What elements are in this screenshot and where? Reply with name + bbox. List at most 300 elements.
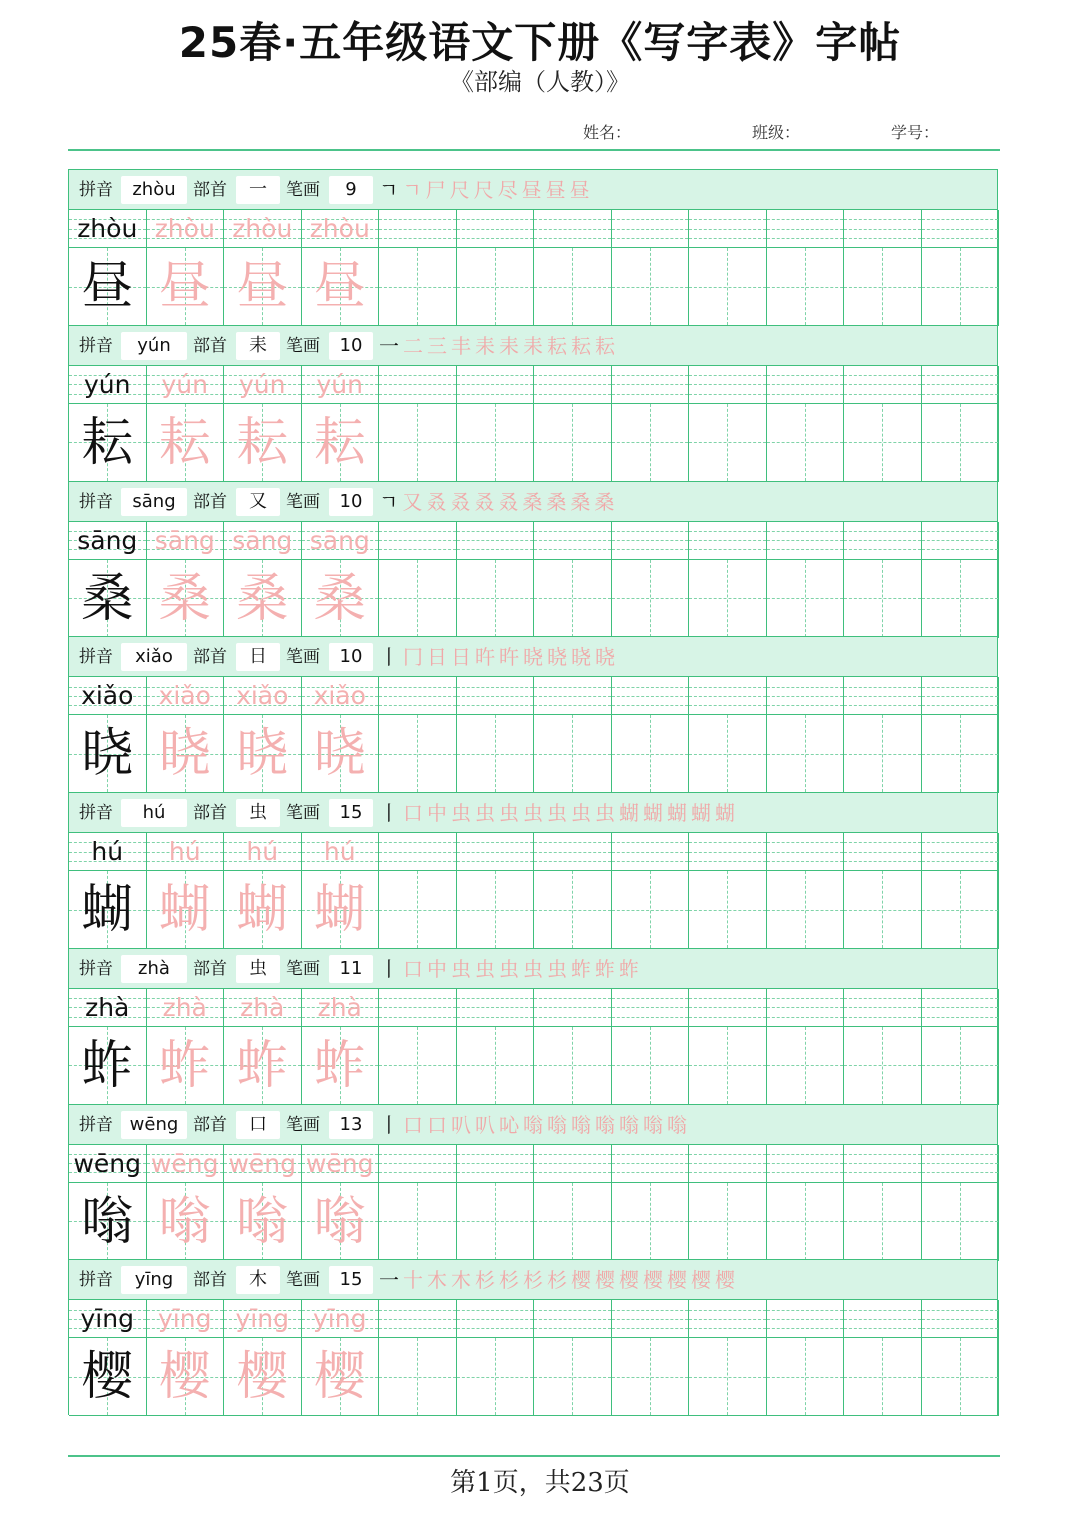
guide-line <box>844 1328 921 1329</box>
pinyin-cell[interactable] <box>612 522 690 560</box>
guide-line <box>457 549 534 550</box>
pinyin-value: yīng <box>121 1266 187 1294</box>
radical-value: 口 <box>236 1111 280 1139</box>
stroke-order-sequence <box>379 482 618 522</box>
pinyin-practice-row <box>69 210 999 248</box>
pinyin-cell[interactable] <box>689 210 767 248</box>
guide-line <box>534 861 611 862</box>
radical-label: 部首 <box>193 647 227 668</box>
guide-line <box>689 861 766 862</box>
guide-line <box>379 1328 456 1329</box>
hanzi-cell[interactable] <box>457 871 535 949</box>
hanzi-cell[interactable] <box>689 248 767 326</box>
guide-line <box>844 705 921 706</box>
pinyin-trace: zhòu <box>309 214 370 243</box>
hanzi-cell[interactable] <box>689 1183 767 1261</box>
hanzi-cell <box>69 1183 147 1261</box>
pinyin-cell[interactable] <box>379 522 457 560</box>
writing-grid <box>68 832 998 948</box>
pinyin-cell[interactable] <box>844 522 922 560</box>
guide-line <box>572 1027 573 1104</box>
hanzi-cell[interactable] <box>457 1338 535 1416</box>
pinyin-cell[interactable] <box>767 833 845 871</box>
hanzi-cell[interactable] <box>844 1183 922 1261</box>
pinyin-cell[interactable] <box>612 1300 690 1338</box>
guide-line <box>612 1154 689 1155</box>
stroke-count-label: 笔画 <box>286 1114 320 1135</box>
stroke-count-label: 笔画 <box>286 180 320 200</box>
stroke-order-sequence <box>379 949 643 989</box>
guide-line <box>572 715 573 792</box>
stroke-count-label: 笔画 <box>286 491 320 512</box>
hanzi-cell[interactable] <box>534 715 612 793</box>
hanzi-cell[interactable] <box>922 715 1000 793</box>
guide-line <box>417 248 418 325</box>
hanzi-trace: 嗡 <box>158 1191 211 1252</box>
guide-line <box>495 404 496 481</box>
guide-line <box>960 404 961 481</box>
pinyin-cell[interactable] <box>689 366 767 404</box>
pinyin-cell[interactable] <box>689 1145 767 1183</box>
pinyin-cell[interactable] <box>379 989 457 1027</box>
char-info-row <box>68 636 998 676</box>
pinyin-cell[interactable] <box>767 210 845 248</box>
pinyin-cell[interactable] <box>844 366 922 404</box>
pinyin-cell[interactable] <box>689 989 767 1027</box>
guide-line <box>767 540 844 541</box>
hanzi-cell[interactable] <box>534 1338 612 1416</box>
pinyin-cell[interactable] <box>534 210 612 248</box>
hanzi-cell[interactable] <box>379 248 457 326</box>
hanzi-cell[interactable] <box>457 1183 535 1261</box>
hanzi-cell[interactable] <box>612 560 690 638</box>
guide-line <box>612 394 689 395</box>
hanzi-model: 桑 <box>81 568 134 629</box>
char-block <box>68 792 998 948</box>
pinyin-cell[interactable] <box>457 989 535 1027</box>
hanzi-practice-row <box>69 404 999 482</box>
hanzi-cell[interactable] <box>767 560 845 638</box>
pinyin-cell[interactable] <box>612 366 690 404</box>
guide-line <box>534 384 611 385</box>
guide-line <box>612 1007 689 1008</box>
guide-line <box>650 1338 651 1415</box>
stroke-order-rest: ㄱ尸尺尺尽昼昼昼 <box>402 178 594 202</box>
hanzi-model: 耘 <box>81 412 134 473</box>
student-id-label: 学号： <box>891 123 940 142</box>
hanzi-cell[interactable] <box>379 560 457 638</box>
guide-line <box>922 861 999 862</box>
pinyin-cell[interactable] <box>767 677 845 715</box>
guide-line <box>379 696 456 697</box>
pinyin-cell <box>69 1145 147 1183</box>
guide-line <box>767 1172 844 1173</box>
pinyin-cell[interactable] <box>612 833 690 871</box>
pinyin-cell[interactable] <box>922 1300 1000 1338</box>
hanzi-cell <box>302 248 380 326</box>
pinyin-cell <box>147 522 225 560</box>
guide-line <box>727 404 728 481</box>
pinyin-cell[interactable] <box>612 677 690 715</box>
pinyin-cell[interactable] <box>534 833 612 871</box>
guide-line <box>922 238 999 239</box>
guide-line <box>727 715 728 792</box>
pinyin-cell[interactable] <box>922 210 1000 248</box>
hanzi-cell[interactable] <box>379 404 457 482</box>
guide-line <box>767 852 844 853</box>
guide-line <box>844 549 921 550</box>
pinyin-cell[interactable] <box>689 833 767 871</box>
pinyin-cell[interactable] <box>612 210 690 248</box>
pinyin-cell[interactable] <box>534 1300 612 1338</box>
pinyin-cell <box>302 833 380 871</box>
writing-grid <box>68 209 998 325</box>
guide-line <box>457 375 534 376</box>
pinyin-cell <box>69 366 147 404</box>
guide-line <box>882 1183 883 1260</box>
pinyin-trace: hú <box>323 837 356 866</box>
hanzi-model: 蚱 <box>81 1035 134 1096</box>
writing-grid <box>68 365 998 481</box>
pinyin-cell[interactable] <box>457 366 535 404</box>
guide-line <box>612 705 689 706</box>
hanzi-cell[interactable] <box>767 1027 845 1105</box>
hanzi-cell <box>69 404 147 482</box>
pinyin-cell[interactable] <box>922 1145 1000 1183</box>
pinyin-cell[interactable] <box>457 1300 535 1338</box>
guide-line <box>534 1310 611 1311</box>
guide-line <box>495 248 496 325</box>
hanzi-model: 昼 <box>81 257 134 317</box>
pinyin-cell[interactable] <box>767 1145 845 1183</box>
hanzi-cell[interactable] <box>612 715 690 793</box>
pinyin-trace: yīng <box>235 1304 289 1334</box>
pinyin-cell[interactable] <box>379 1300 457 1338</box>
pinyin-trace: zhà <box>317 992 362 1022</box>
pinyin-cell[interactable] <box>379 833 457 871</box>
hanzi-cell[interactable] <box>379 715 457 793</box>
guide-line <box>844 842 921 843</box>
guide-line <box>612 842 689 843</box>
pinyin-practice-row <box>69 833 999 871</box>
guide-line <box>922 1319 999 1320</box>
guide-line <box>534 687 611 688</box>
guide-line <box>844 394 921 395</box>
guide-line <box>689 375 766 376</box>
guide-line <box>767 229 844 230</box>
hanzi-cell[interactable] <box>767 871 845 949</box>
hanzi-trace: 樱 <box>158 1347 211 1408</box>
hanzi-cell[interactable] <box>534 404 612 482</box>
radical-label: 部首 <box>193 1270 227 1291</box>
guide-line <box>689 1172 766 1173</box>
hanzi-cell[interactable] <box>689 1338 767 1416</box>
guide-line <box>612 1310 689 1311</box>
hanzi-cell[interactable] <box>767 715 845 793</box>
hanzi-cell[interactable] <box>612 871 690 949</box>
hanzi-trace: 桑 <box>158 568 211 629</box>
guide-line <box>612 540 689 541</box>
hanzi-cell[interactable] <box>844 248 922 326</box>
hanzi-cell <box>224 1027 302 1105</box>
hanzi-cell[interactable] <box>922 1338 1000 1416</box>
hanzi-cell[interactable] <box>457 1027 535 1105</box>
pinyin-value: hú <box>121 799 187 827</box>
guide-line <box>650 1027 651 1104</box>
guide-line <box>844 540 921 541</box>
guide-line <box>534 540 611 541</box>
pinyin-value: zhà <box>121 955 187 983</box>
pinyin-cell[interactable] <box>534 522 612 560</box>
hanzi-cell[interactable] <box>689 1027 767 1105</box>
pinyin-cell[interactable] <box>844 677 922 715</box>
char-block <box>68 169 998 325</box>
hanzi-cell[interactable] <box>457 560 535 638</box>
guide-line <box>960 1027 961 1104</box>
guide-line <box>457 229 534 230</box>
header-divider <box>68 149 1000 151</box>
hanzi-cell[interactable] <box>922 560 1000 638</box>
hanzi-trace: 昼 <box>236 257 289 317</box>
pinyin-value: yún <box>121 332 187 360</box>
hanzi-cell[interactable] <box>457 404 535 482</box>
hanzi-cell <box>302 1027 380 1105</box>
pinyin-cell[interactable] <box>922 677 1000 715</box>
hanzi-cell[interactable] <box>844 1338 922 1416</box>
hanzi-cell[interactable] <box>767 1338 845 1416</box>
hanzi-cell[interactable] <box>612 1338 690 1416</box>
hanzi-cell[interactable] <box>767 404 845 482</box>
hanzi-cell[interactable] <box>379 871 457 949</box>
pinyin-cell[interactable] <box>457 1145 535 1183</box>
pinyin-model: yīng <box>80 1304 134 1334</box>
hanzi-cell[interactable] <box>612 1027 690 1105</box>
guide-line <box>922 696 999 697</box>
guide-line <box>960 1338 961 1415</box>
guide-line <box>534 1319 611 1320</box>
stroke-order-first: ㄱ <box>379 178 403 202</box>
guide-line <box>689 852 766 853</box>
hanzi-cell <box>147 871 225 949</box>
guide-line <box>417 560 418 637</box>
hanzi-cell[interactable] <box>379 1338 457 1416</box>
guide-line <box>650 560 651 637</box>
guide-line <box>882 560 883 637</box>
pinyin-cell[interactable] <box>379 366 457 404</box>
guide-line <box>844 1017 921 1018</box>
pinyin-cell[interactable] <box>612 989 690 1027</box>
hanzi-trace: 桑 <box>236 568 289 629</box>
hanzi-trace: 蝴 <box>313 880 366 940</box>
guide-line <box>495 1027 496 1104</box>
pinyin-cell[interactable] <box>844 989 922 1027</box>
guide-line <box>612 238 689 239</box>
guide-line <box>612 998 689 999</box>
radical-value: 虫 <box>236 955 280 983</box>
guide-line <box>534 394 611 395</box>
hanzi-trace: 蝴 <box>236 880 289 940</box>
hanzi-cell[interactable] <box>379 1027 457 1105</box>
hanzi-cell <box>69 1027 147 1105</box>
hanzi-cell[interactable] <box>689 871 767 949</box>
pinyin-cell[interactable] <box>844 210 922 248</box>
guide-line <box>805 1183 806 1260</box>
pinyin-cell[interactable] <box>767 366 845 404</box>
pinyin-cell[interactable] <box>379 210 457 248</box>
pinyin-model: zhà <box>85 992 130 1022</box>
page-number: 第1页，共23页 <box>450 1468 630 1498</box>
pinyin-cell[interactable] <box>534 989 612 1027</box>
guide-line <box>727 871 728 948</box>
guide-line <box>379 1163 456 1164</box>
pinyin-cell[interactable] <box>844 1300 922 1338</box>
stroke-count-value: 15 <box>329 799 373 827</box>
hanzi-cell[interactable] <box>844 871 922 949</box>
guide-line <box>379 842 456 843</box>
guide-line <box>922 229 999 230</box>
hanzi-cell[interactable] <box>844 560 922 638</box>
hanzi-cell[interactable] <box>844 715 922 793</box>
char-block <box>68 1259 998 1415</box>
guide-line <box>922 549 999 550</box>
guide-line <box>379 1172 456 1173</box>
pinyin-cell[interactable] <box>457 677 535 715</box>
guide-line <box>534 1154 611 1155</box>
stroke-order-first: ㄱ <box>379 489 403 514</box>
pinyin-cell[interactable] <box>767 1300 845 1338</box>
hanzi-cell[interactable] <box>922 1027 1000 1105</box>
pinyin-trace: yīng <box>158 1304 212 1334</box>
guide-line <box>767 696 844 697</box>
hanzi-cell[interactable] <box>689 560 767 638</box>
hanzi-cell[interactable] <box>767 248 845 326</box>
guide-line <box>379 852 456 853</box>
guide-line <box>844 852 921 853</box>
hanzi-cell[interactable] <box>922 871 1000 949</box>
stroke-count-value: 13 <box>329 1111 373 1139</box>
pinyin-model: yún <box>84 369 131 399</box>
hanzi-cell[interactable] <box>767 1183 845 1261</box>
guide-line <box>650 404 651 481</box>
hanzi-cell[interactable] <box>534 1027 612 1105</box>
pinyin-cell[interactable] <box>689 1300 767 1338</box>
pinyin-cell[interactable] <box>457 210 535 248</box>
pinyin-trace: zhòu <box>232 214 293 243</box>
hanzi-cell[interactable] <box>922 404 1000 482</box>
guide-line <box>767 394 844 395</box>
pinyin-cell[interactable] <box>922 833 1000 871</box>
guide-line <box>612 687 689 688</box>
pinyin-cell[interactable] <box>457 833 535 871</box>
pinyin-cell[interactable] <box>689 677 767 715</box>
pinyin-cell[interactable] <box>379 1145 457 1183</box>
hanzi-cell[interactable] <box>534 560 612 638</box>
stroke-order-first: 丨 <box>379 645 403 670</box>
pinyin-cell[interactable] <box>844 833 922 871</box>
pinyin-cell[interactable] <box>612 1145 690 1183</box>
guide-line <box>767 238 844 239</box>
guide-line <box>379 229 456 230</box>
hanzi-trace: 昼 <box>313 257 366 317</box>
guide-line <box>922 531 999 532</box>
guide-line <box>922 1154 999 1155</box>
guide-line <box>457 540 534 541</box>
hanzi-cell[interactable] <box>689 715 767 793</box>
hanzi-cell[interactable] <box>844 404 922 482</box>
guide-line <box>689 238 766 239</box>
pinyin-cell[interactable] <box>922 366 1000 404</box>
guide-line <box>457 1017 534 1018</box>
guide-line <box>457 219 534 220</box>
hanzi-cell[interactable] <box>534 1183 612 1261</box>
pinyin-cell[interactable] <box>534 1145 612 1183</box>
pinyin-cell[interactable] <box>379 677 457 715</box>
hanzi-cell[interactable] <box>844 1027 922 1105</box>
hanzi-cell <box>224 1183 302 1261</box>
pinyin-cell[interactable] <box>767 522 845 560</box>
guide-line <box>689 540 766 541</box>
hanzi-cell <box>302 560 380 638</box>
pinyin-cell[interactable] <box>689 522 767 560</box>
hanzi-cell <box>302 404 380 482</box>
hanzi-cell[interactable] <box>534 871 612 949</box>
stroke-order-sequence <box>379 326 619 366</box>
hanzi-cell[interactable] <box>612 248 690 326</box>
guide-line <box>650 715 651 792</box>
pinyin-cell[interactable] <box>534 366 612 404</box>
hanzi-cell <box>147 1027 225 1105</box>
stroke-order-sequence <box>379 170 594 210</box>
guide-line <box>379 394 456 395</box>
hanzi-cell <box>147 715 225 793</box>
pinyin-cell[interactable] <box>844 1145 922 1183</box>
hanzi-cell[interactable] <box>689 404 767 482</box>
pinyin-cell <box>302 366 380 404</box>
hanzi-cell[interactable] <box>922 248 1000 326</box>
pinyin-cell[interactable] <box>534 677 612 715</box>
hanzi-cell <box>147 560 225 638</box>
guide-line <box>379 687 456 688</box>
stroke-count-value: 10 <box>329 643 373 671</box>
hanzi-cell[interactable] <box>612 1183 690 1261</box>
writing-grid <box>68 676 998 792</box>
hanzi-cell[interactable] <box>457 248 535 326</box>
hanzi-trace: 樱 <box>313 1347 366 1408</box>
guide-line <box>689 705 766 706</box>
pinyin-label: 拼音 <box>79 180 113 200</box>
hanzi-cell[interactable] <box>534 248 612 326</box>
pinyin-cell[interactable] <box>767 989 845 1027</box>
guide-line <box>457 687 534 688</box>
hanzi-cell[interactable] <box>379 1183 457 1261</box>
guide-line <box>844 375 921 376</box>
pinyin-cell[interactable] <box>922 522 1000 560</box>
guide-line <box>922 852 999 853</box>
hanzi-cell[interactable] <box>922 1183 1000 1261</box>
radical-value: 一 <box>236 176 280 204</box>
hanzi-cell[interactable] <box>457 715 535 793</box>
pinyin-practice-row <box>69 989 999 1027</box>
pinyin-trace: hú <box>246 837 279 866</box>
pinyin-cell[interactable] <box>457 522 535 560</box>
pinyin-cell <box>147 833 225 871</box>
pinyin-cell[interactable] <box>922 989 1000 1027</box>
pinyin-label: 拼音 <box>79 335 113 356</box>
stroke-count-label: 笔画 <box>286 803 320 823</box>
hanzi-cell[interactable] <box>612 404 690 482</box>
hanzi-trace: 桑 <box>313 568 366 629</box>
guide-line <box>882 715 883 792</box>
